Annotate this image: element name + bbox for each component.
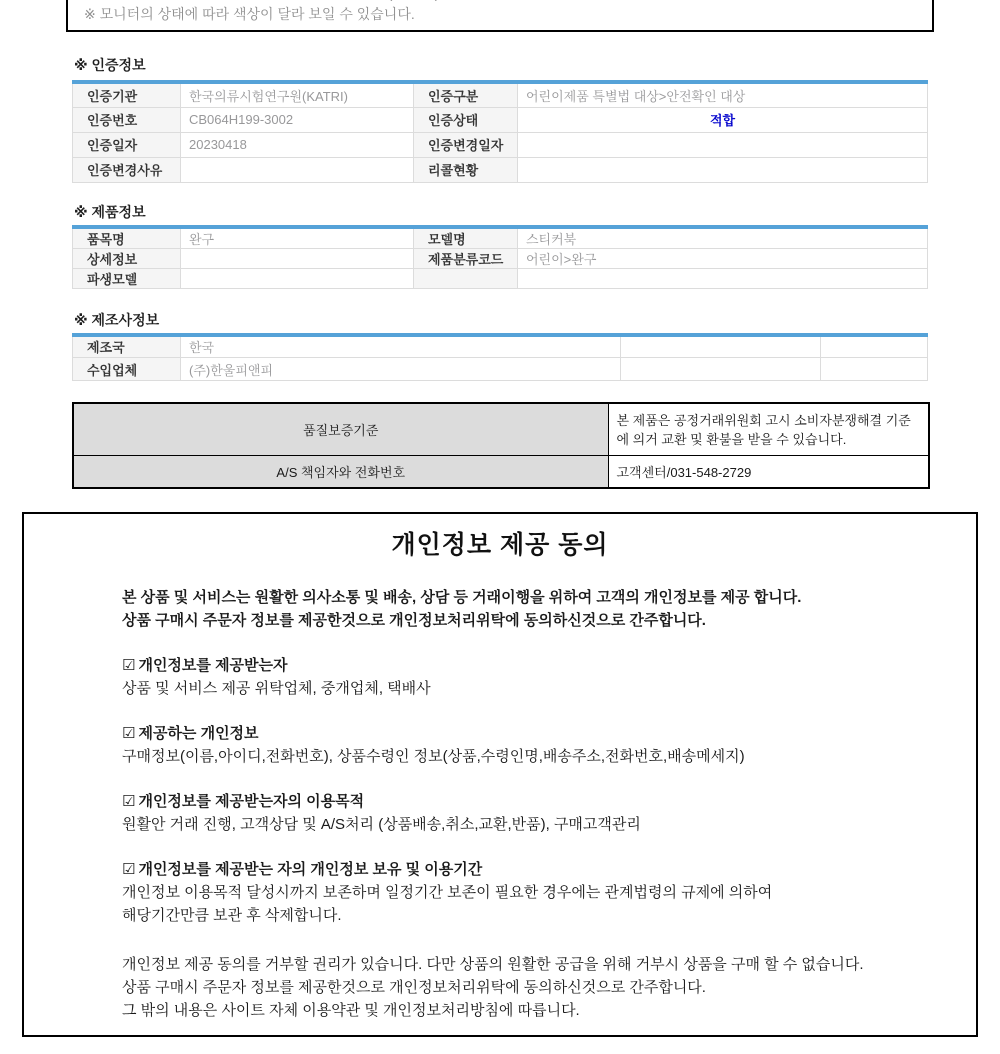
table-row xyxy=(73,248,928,268)
privacy-content xyxy=(24,586,976,1022)
table-row xyxy=(73,157,928,182)
cert-label: 인증번호 xyxy=(73,107,181,132)
product-table xyxy=(72,225,928,289)
cert-value: 한국의류시험연구원(KATRI) xyxy=(181,82,414,107)
manufacturer-section-heading: ※ 제조사정보 xyxy=(74,311,160,328)
privacy-section-heading xyxy=(122,858,936,881)
privacy-section-body: 구매정보(이름,아이디,전화번호), 상품수령인 정보(상품,수령인명,배송주소,전화번호,배송메세지) xyxy=(122,748,745,765)
certification-table xyxy=(72,80,928,183)
product-label: 파생모델 xyxy=(73,268,181,288)
table-row xyxy=(73,227,928,249)
privacy-section-heading xyxy=(122,722,936,745)
privacy-section-heading-text: 개인정보를 제공받는 자의 개인정보 보유 및 이용기간 xyxy=(138,861,483,878)
table-row xyxy=(73,82,928,107)
manufacturer-empty-cell xyxy=(621,335,821,358)
privacy-section-purpose xyxy=(122,790,936,836)
manufacturer-label: 수입업체 xyxy=(73,358,181,381)
privacy-title: 개인정보 제공 동의 xyxy=(391,531,609,559)
quality-standard-value: 본 제품은 공정거래위원회 고시 소비자분쟁해결 기준에 의거 교환 및 환불을 받을 수 있습니다. xyxy=(608,403,929,455)
as-contact-label: A/S 책임자와 전화번호 xyxy=(73,455,608,488)
cert-status-pass: 적합 xyxy=(518,107,928,132)
product-value: 어린이>완구 xyxy=(518,248,928,268)
product-label: 제품분류코드 xyxy=(414,248,518,268)
privacy-footer-line: 개인정보 제공 동의를 거부할 권리가 있습니다. 다만 상품의 원활한 공급을 위해 거부시 상품을 구매 할 수 없습니다. xyxy=(122,956,864,973)
table-row xyxy=(73,358,928,381)
cert-label: 인증기관 xyxy=(73,82,181,107)
checkbox-checked-icon: ☑ xyxy=(122,793,136,810)
privacy-footer xyxy=(122,953,936,1022)
privacy-section-heading xyxy=(122,654,936,677)
manufacturer-label: 제조국 xyxy=(73,335,181,358)
cert-label: 인증변경일자 xyxy=(414,132,518,157)
manufacturer-empty-cell xyxy=(821,358,928,381)
cert-label: 인증구분 xyxy=(414,82,518,107)
privacy-section-retention xyxy=(122,858,936,927)
table-row xyxy=(73,107,928,132)
product-value: 스티커북 xyxy=(518,227,928,249)
product-label: 상세정보 xyxy=(73,248,181,268)
product-value xyxy=(181,268,414,288)
product-label: 모델명 xyxy=(414,227,518,249)
certification-section-heading: ※ 인증정보 xyxy=(74,57,146,73)
checkbox-checked-icon: ☑ xyxy=(122,861,136,878)
privacy-consent-panel xyxy=(22,512,978,1037)
monitor-notice-box xyxy=(66,0,934,32)
manufacturer-table xyxy=(72,333,928,382)
table-row xyxy=(73,132,928,157)
cert-value xyxy=(518,157,928,182)
cert-value: 20230418 xyxy=(181,132,414,157)
checkbox-checked-icon: ☑ xyxy=(122,725,136,742)
privacy-section-recipients xyxy=(122,654,936,700)
product-label: 품목명 xyxy=(73,227,181,249)
cert-value: 어린이제품 특별법 대상>안전확인 대상 xyxy=(518,82,928,107)
privacy-intro xyxy=(122,586,936,632)
cert-label: 인증변경사유 xyxy=(73,157,181,182)
cert-label: 인증상태 xyxy=(414,107,518,132)
privacy-section-heading-text: 개인정보를 제공받는자 xyxy=(138,657,288,674)
privacy-intro-line: 본 상품 및 서비스는 원활한 의사소통 및 배송, 상담 등 거래이행을 위하여 고객의 개인정보를 제공 합니다. xyxy=(122,589,802,606)
cert-value xyxy=(181,157,414,182)
product-value: 완구 xyxy=(181,227,414,249)
table-row xyxy=(73,268,928,288)
manufacturer-empty-cell xyxy=(621,358,821,381)
cert-label: 인증일자 xyxy=(73,132,181,157)
privacy-footer-line: 그 밖의 내용은 사이트 자체 이용약관 및 개인정보처리방침에 따릅니다. xyxy=(122,1002,580,1019)
quality-standard-label: 품질보증기준 xyxy=(73,403,608,455)
manufacturer-value: 한국 xyxy=(181,335,621,358)
as-contact-value: 고객센터/031-548-2729 xyxy=(608,455,929,488)
privacy-section-provided-info xyxy=(122,722,936,768)
product-label xyxy=(414,268,518,288)
product-value xyxy=(181,248,414,268)
privacy-footer-line: 상품 구매시 주문자 정보를 제공한것으로 개인정보처리위탁에 동의하신것으로 간주합니다. xyxy=(122,979,706,996)
privacy-section-body: 상품 및 서비스 제공 위탁업체, 중개업체, 택배사 xyxy=(122,680,431,697)
table-row xyxy=(73,335,928,358)
privacy-section-body: 개인정보 이용목적 달성시까지 보존하며 일정기간 보존이 필요한 경우에는 관계법령의 규제에 의하여 xyxy=(122,884,773,901)
table-row xyxy=(73,403,929,455)
table-row xyxy=(73,455,929,488)
privacy-section-heading-text: 개인정보를 제공받는자의 이용목적 xyxy=(138,793,365,810)
cert-value: CB064H199-3002 xyxy=(181,107,414,132)
checkbox-checked-icon: ☑ xyxy=(122,657,136,674)
manufacturer-value: (주)한울피앤피 xyxy=(181,358,621,381)
manufacturer-empty-cell xyxy=(821,335,928,358)
privacy-section-heading-text: 제공하는 개인정보 xyxy=(138,725,259,742)
privacy-intro-line: 상품 구매시 주문자 정보를 제공한것으로 개인정보처리위탁에 동의하신것으로 간주합니다. xyxy=(122,612,706,629)
cert-label: 리콜현황 xyxy=(414,157,518,182)
cert-value xyxy=(518,132,928,157)
privacy-section-heading xyxy=(122,790,936,813)
privacy-section-body: 원활안 거래 진행, 고객상담 및 A/S처리 (상품배송,취소,교환,반품), 구매고객관리 xyxy=(122,816,641,833)
quality-assurance-table xyxy=(72,402,930,489)
privacy-section-body: 해당기간만큼 보관 후 삭제합니다. xyxy=(122,907,342,924)
product-value xyxy=(518,268,928,288)
product-section-heading: ※ 제품정보 xyxy=(74,203,146,220)
notice-line-monitor: ※ 모니터의 상태에 따라 색상이 달라 보일 수 있습니다. xyxy=(84,6,415,22)
